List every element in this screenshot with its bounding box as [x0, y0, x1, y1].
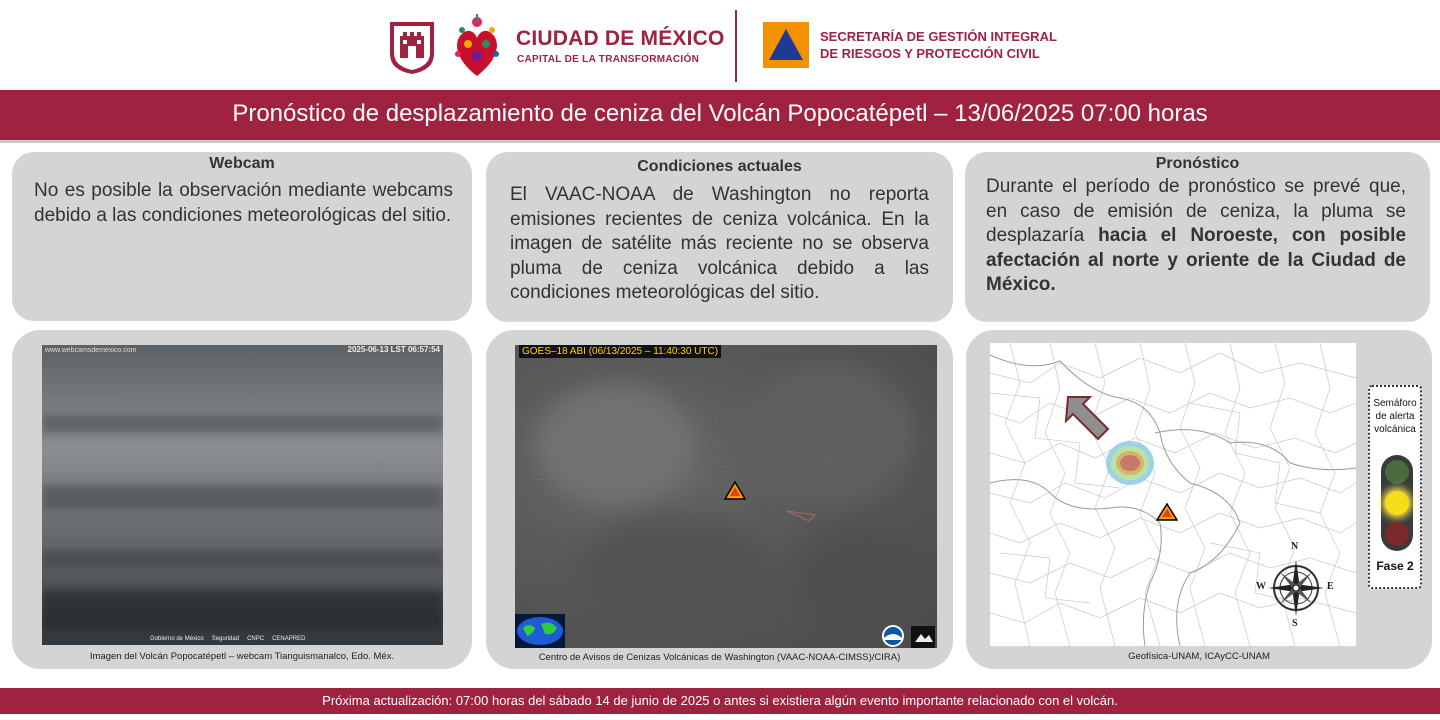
webcam-caption: Imagen del Volcán Popocatépetl – webcam Tianguismanalco, Edo. Méx. — [89, 651, 395, 662]
condiciones-card-title: Condiciones actuales — [637, 158, 802, 175]
traffic-light-icon — [1381, 455, 1413, 551]
compass-e: E — [1327, 581, 1334, 592]
header — [0, 0, 1440, 90]
yellow-light-active — [1385, 491, 1409, 515]
page-title: Pronóstico de desplazamiento de ceniza del Volcán Popocatépetl – 13/06/2025 07:00 horas — [0, 90, 1440, 140]
green-light — [1385, 460, 1409, 484]
webcam-card-text: No es posible la observación mediante webcams debido a las condiciones meteorológicas del sitio. — [34, 180, 453, 226]
globe-logo-icon — [515, 614, 565, 648]
header-divider — [735, 10, 737, 82]
webcam-card — [12, 152, 472, 321]
webcam-logo: CNPC — [247, 636, 265, 642]
webcam-image — [42, 345, 443, 645]
pronostico-text-bold: hacia el Noroeste, con posible afectación al norte y oriente de la Ciudad de México. — [986, 225, 1407, 295]
cdmx-shield-icon — [388, 20, 436, 76]
compass-s: S — [1292, 618, 1298, 629]
semaforo-title — [1370, 397, 1420, 436]
red-light — [1385, 522, 1409, 546]
webcam-url-overlay: www.webcamsdemexico.com — [45, 347, 137, 354]
webcam-logo: Seguridad — [211, 636, 240, 642]
compass-n: N — [1291, 541, 1299, 552]
noaa-logo-icon — [879, 624, 907, 648]
heart-emblem-icon — [448, 10, 506, 82]
webcam-logo: Gobierno de México — [150, 636, 204, 642]
forecast-map — [990, 343, 1356, 646]
outline-marker-icon — [785, 503, 819, 523]
footer-next-update: Próxima actualización: 07:00 horas del sábado 14 de junio de 2025 o antes si existiera algún evento importante relacionado con el volcán. — [0, 688, 1440, 714]
proteccion-civil-triangle-icon — [763, 22, 809, 68]
webcam-card-title: Webcam — [209, 155, 275, 172]
cira-logo-icon — [911, 626, 935, 648]
semaforo-phase: Fase 2 — [1376, 559, 1414, 573]
pronostico-card-title: Pronóstico — [1155, 155, 1240, 172]
semaforo-title-line2: de alerta — [1375, 411, 1415, 422]
secretaria-line2: DE RIESGOS Y PROTECCIÓN CIVIL — [820, 46, 1040, 61]
map-caption: Geofísica-UNAM, ICAyCC-UNAM — [1128, 651, 1270, 662]
municipal-boundaries-map — [990, 343, 1356, 646]
webcam-logo: CENAPRED — [272, 636, 306, 642]
pronostico-card — [965, 152, 1430, 322]
semaforo-alerta — [1368, 385, 1422, 589]
satellite-label: GOES–18 ABI (06/13/2025 – 11:40:30 UTC) — [519, 345, 721, 358]
satellite-caption: Centro de Avisos de Cenizas Volcánicas de Washington (VAAC-NOAA-CIMSS)/CIRA) — [538, 652, 901, 663]
cdmx-title: CIUDAD DE MÉXICO — [516, 27, 725, 50]
pronostico-card-text — [986, 175, 1406, 298]
pronostico-text-plain: Durante el período de pronóstico se prevé que, en caso de emisión de ceniza, la pluma se desplazaría — [986, 176, 1406, 246]
webcam-timestamp-overlay: 2025-06-13 LST 06:57:54 — [347, 345, 440, 354]
satellite-image: GOES–18 ABI (06/13/2025 – 11:40:30 UTC) ····· ···· ····· ····· ········ ······ — [515, 345, 937, 648]
volcano-icon — [723, 478, 747, 502]
compass-w: W — [1256, 581, 1266, 592]
semaforo-title-line3: volcánica — [1374, 424, 1416, 435]
semaforo-title-line1: Semáforo — [1373, 398, 1417, 409]
webcam-logos — [150, 636, 305, 642]
condiciones-card — [486, 152, 953, 322]
cdmx-subtitle: CAPITAL DE LA TRANSFORMACIÓN — [517, 54, 700, 65]
secretaria-line1: SECRETARÍA DE GESTIÓN INTEGRAL — [820, 29, 1057, 44]
condiciones-card-text: El VAAC-NOAA de Washington no reporta emisiones recientes de ceniza volcánica. En la imagen de satélite más reciente no se observa pluma de ceniza volcánica debido a las condiciones meteorológicas del sitio. — [510, 184, 929, 303]
title-divider — [0, 140, 1440, 143]
